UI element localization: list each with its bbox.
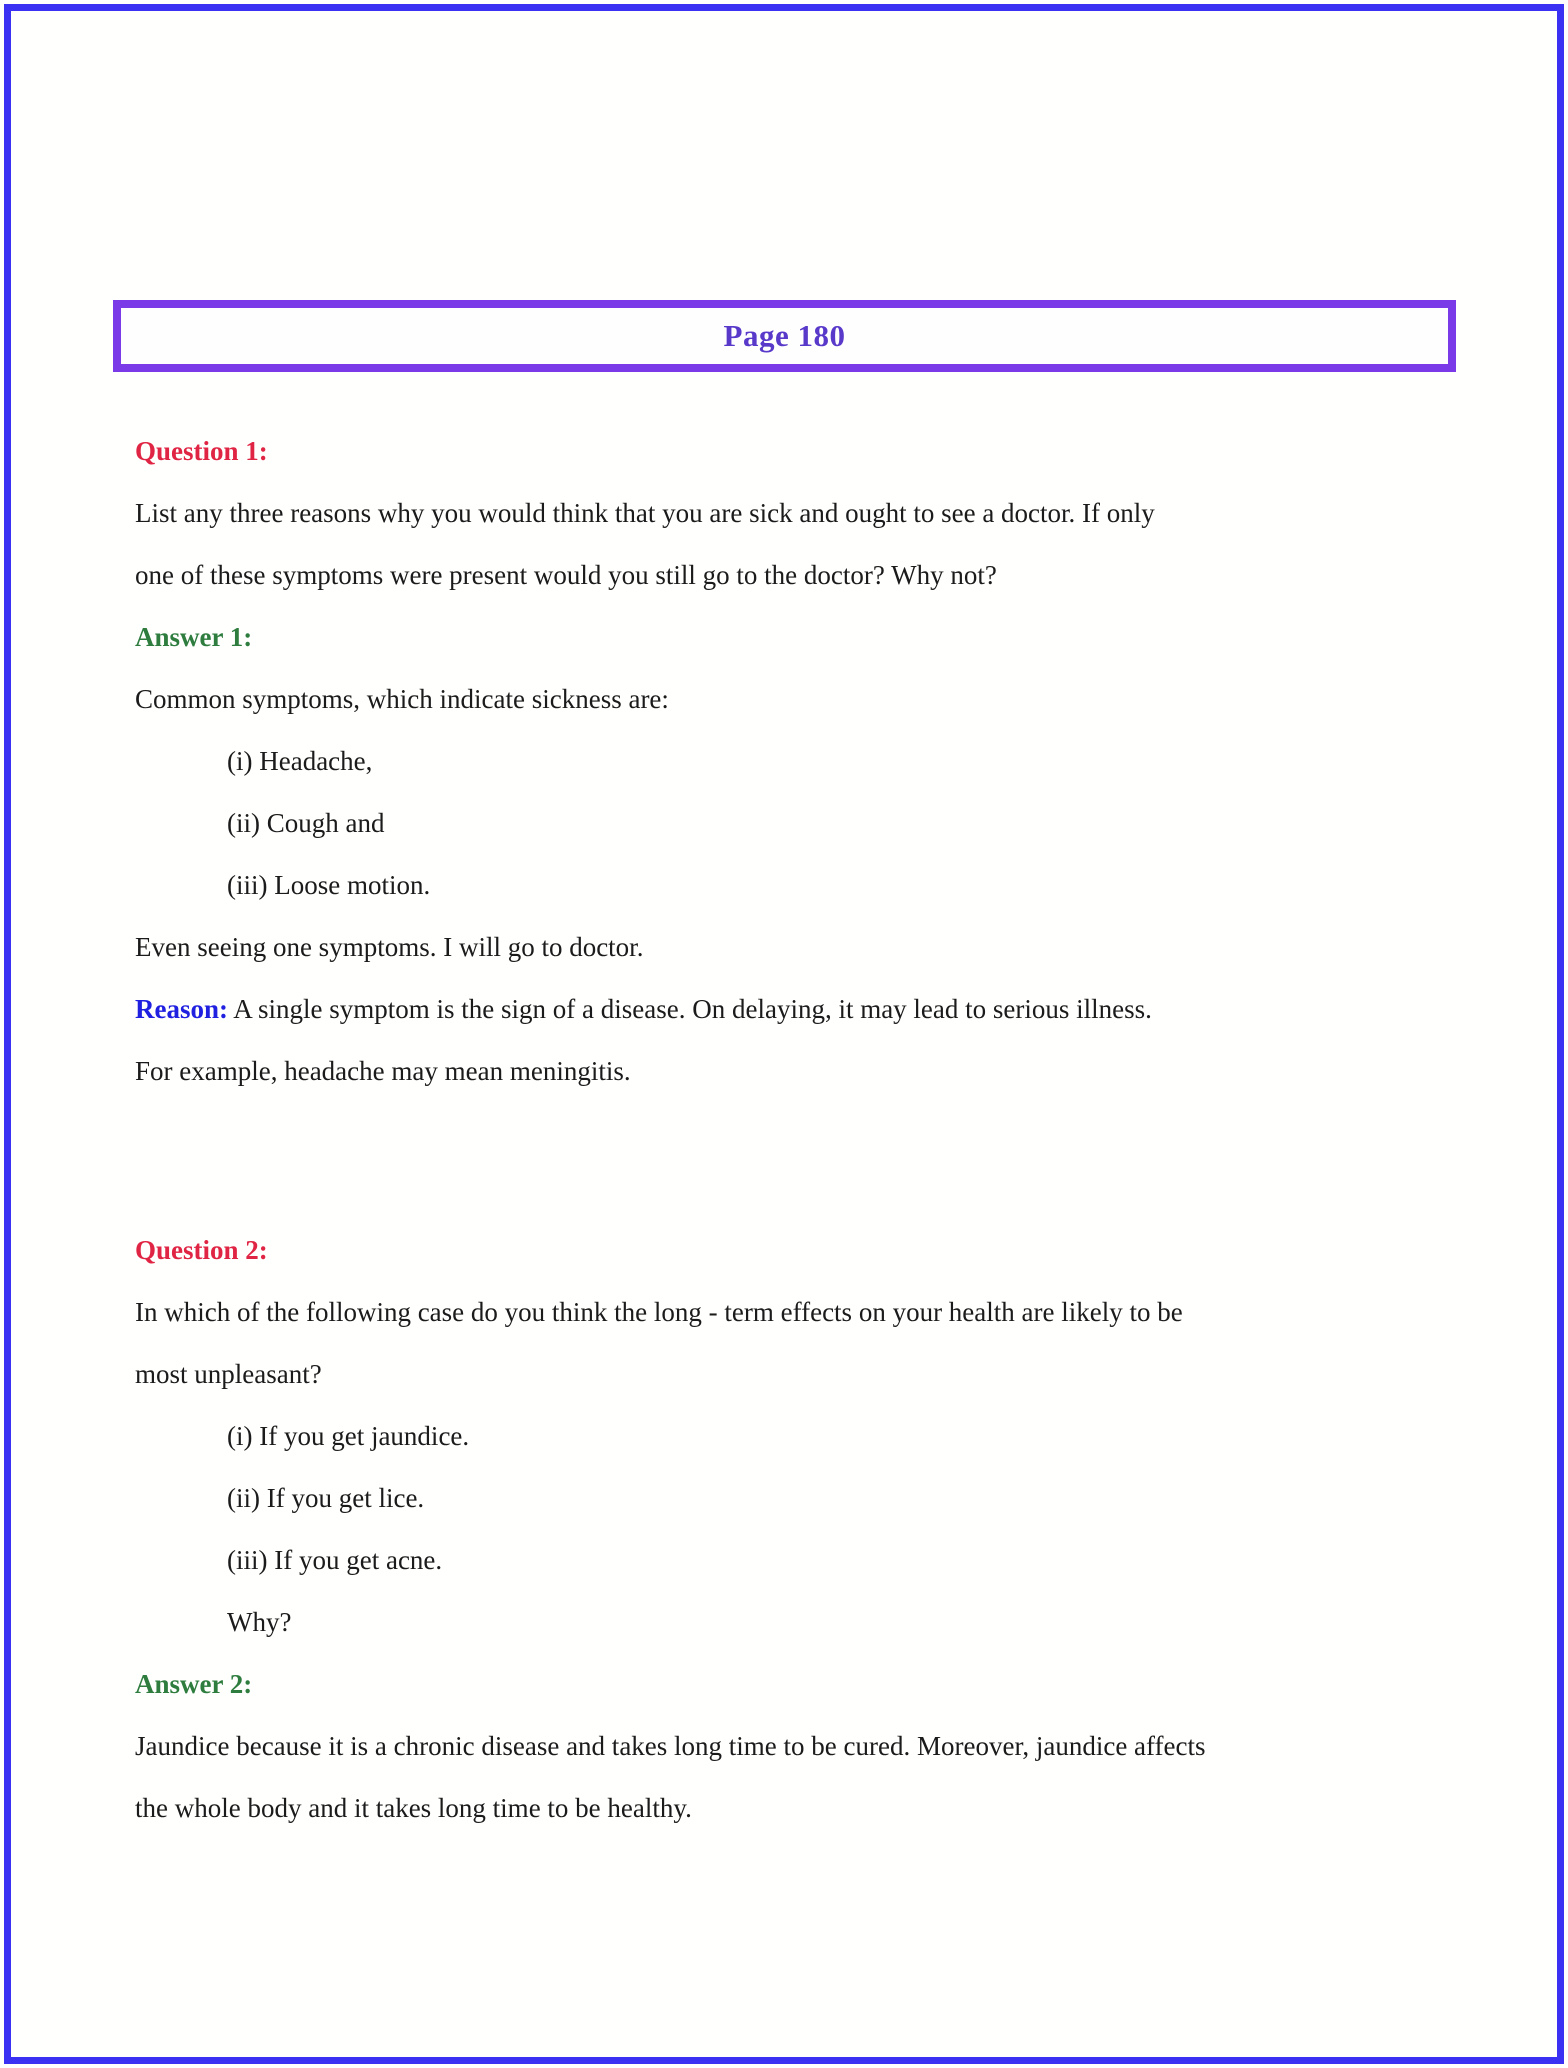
question-1-text-line-2: one of these symptoms were present would you still go to the doctor? Why not? [135, 560, 997, 590]
answer-1-intro: Common symptoms, which indicate sickness are: [135, 684, 669, 714]
page-title-box [113, 300, 1456, 372]
question-2-label: Question 2: [135, 1235, 268, 1265]
answer-2-label: Answer 2: [135, 1669, 253, 1699]
question-2-why: Why? [227, 1607, 292, 1637]
answer-1-item-1: (i) Headache, [227, 746, 373, 776]
answer-1-reason-line [135, 978, 1435, 1040]
reason-label: Reason: [135, 994, 228, 1024]
question-2-item-2: (ii) If you get lice. [227, 1483, 425, 1513]
question-2-text-line-1: In which of the following case do you think the long - term effects on your health are likely to be [135, 1297, 1183, 1327]
question-1-text-line-1: List any three reasons why you would think that you are sick and ought to see a doctor. If only [135, 498, 1155, 528]
answer-1-label: Answer 1: [135, 622, 253, 652]
answer-1-item-3: (iii) Loose motion. [227, 870, 431, 900]
question-2-item-3: (iii) If you get acne. [227, 1545, 443, 1575]
answer-1-example: For example, headache may mean meningitis. [135, 1056, 631, 1086]
answer-2-text-line-2: the whole body and it takes long time to be healthy. [135, 1793, 692, 1823]
question-2-item-1: (i) If you get jaundice. [227, 1421, 470, 1451]
page-title: Page 180 [723, 318, 846, 353]
question-2-text-line-2: most unpleasant? [135, 1359, 322, 1389]
page-content [135, 420, 1435, 1839]
answer-1-note: Even seeing one symptoms. I will go to doctor. [135, 932, 644, 962]
question-1-label: Question 1: [135, 436, 268, 466]
reason-text: A single symptom is the sign of a disease. On delaying, it may lead to serious illness. [228, 994, 1152, 1024]
answer-1-item-2: (ii) Cough and [227, 808, 385, 838]
answer-2-text-line-1: Jaundice because it is a chronic disease and takes long time to be cured. Moreover, jaundice affects [135, 1731, 1206, 1761]
